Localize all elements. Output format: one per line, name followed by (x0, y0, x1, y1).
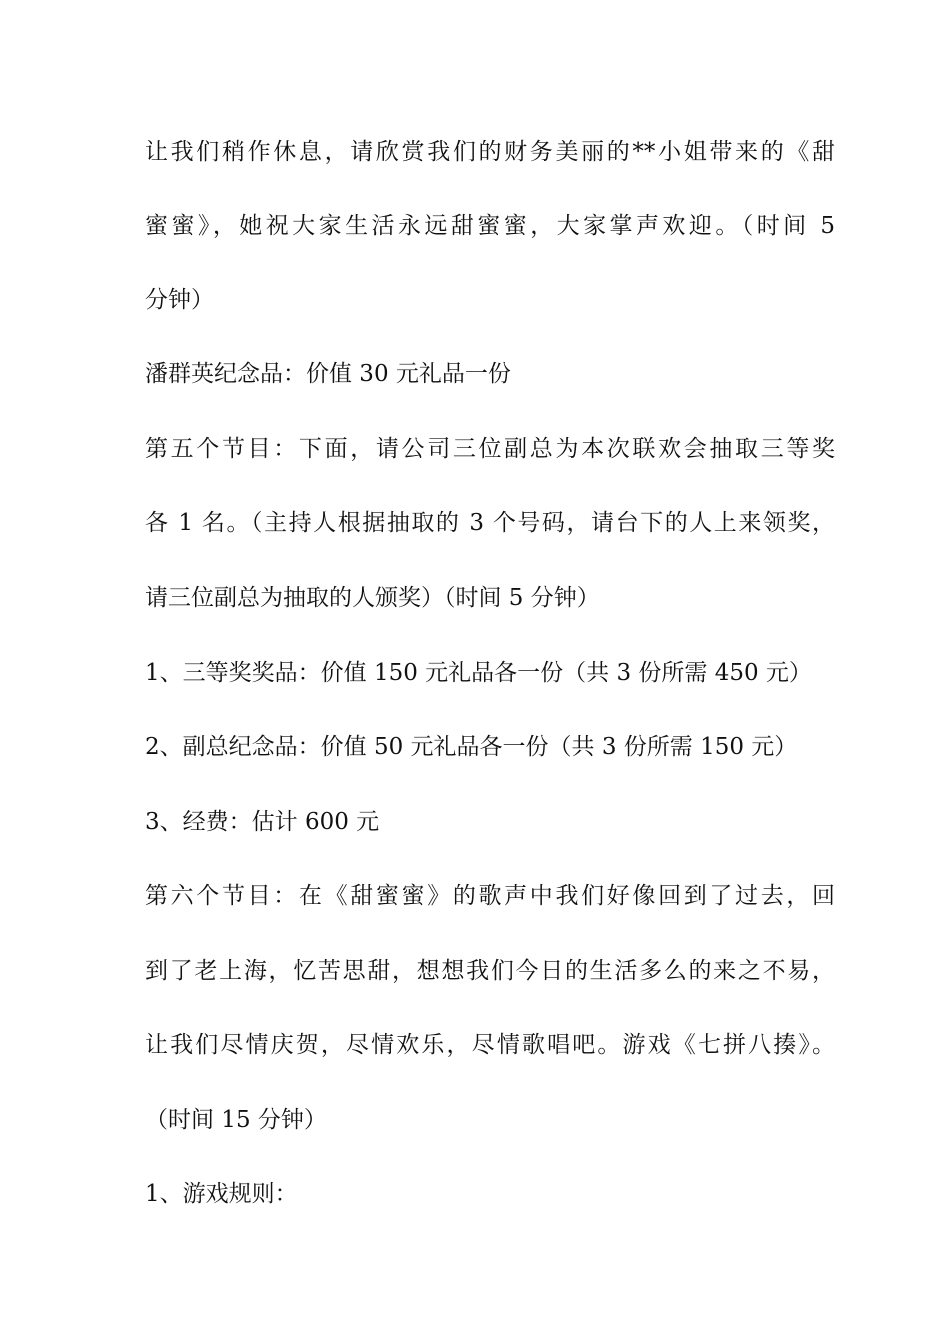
paragraph-line: 第六个节目：在《甜蜜蜜》的歌声中我们好像回到了过去，回 (145, 883, 835, 909)
paragraph-line: （时间 15 分钟） (145, 1107, 327, 1133)
paragraph-line: 让我们尽情庆贺，尽情欢乐，尽情歌唱吧。游戏《七拼八揍》。 (145, 1032, 835, 1058)
paragraph-line: 潘群英纪念品：价值 30 元礼品一份 (145, 361, 511, 387)
paragraph-line: 分钟） (145, 287, 214, 313)
list-item: 1、游戏规则： (145, 1181, 298, 1207)
paragraph-line: 第五个节目：下面，请公司三位副总为本次联欢会抽取三等奖 (145, 436, 835, 462)
list-item: 3、经费：估计 600 元 (145, 809, 380, 835)
paragraph-line: 到了老上海，忆苦思甜，想想我们今日的生活多么的来之不易， (145, 958, 835, 984)
paragraph-line: 各 1 名。（主持人根据抽取的 3 个号码，请台下的人上来领奖， (145, 510, 835, 536)
paragraph-line: 请三位副总为抽取的人颁奖）（时间 5 分钟） (145, 585, 600, 611)
list-item: 2、副总纪念品：价值 50 元礼品各一份（共 3 份所需 150 元） (145, 734, 798, 760)
paragraph-line: 蜜蜜》，她祝大家生活永远甜蜜蜜，大家掌声欢迎。（时间 5 (145, 213, 835, 239)
list-item: 1、三等奖奖品：价值 150 元礼品各一份（共 3 份所需 450 元） (145, 660, 812, 686)
paragraph-line: 让我们稍作休息，请欣赏我们的财务美丽的**小姐带来的《甜 (145, 139, 835, 165)
